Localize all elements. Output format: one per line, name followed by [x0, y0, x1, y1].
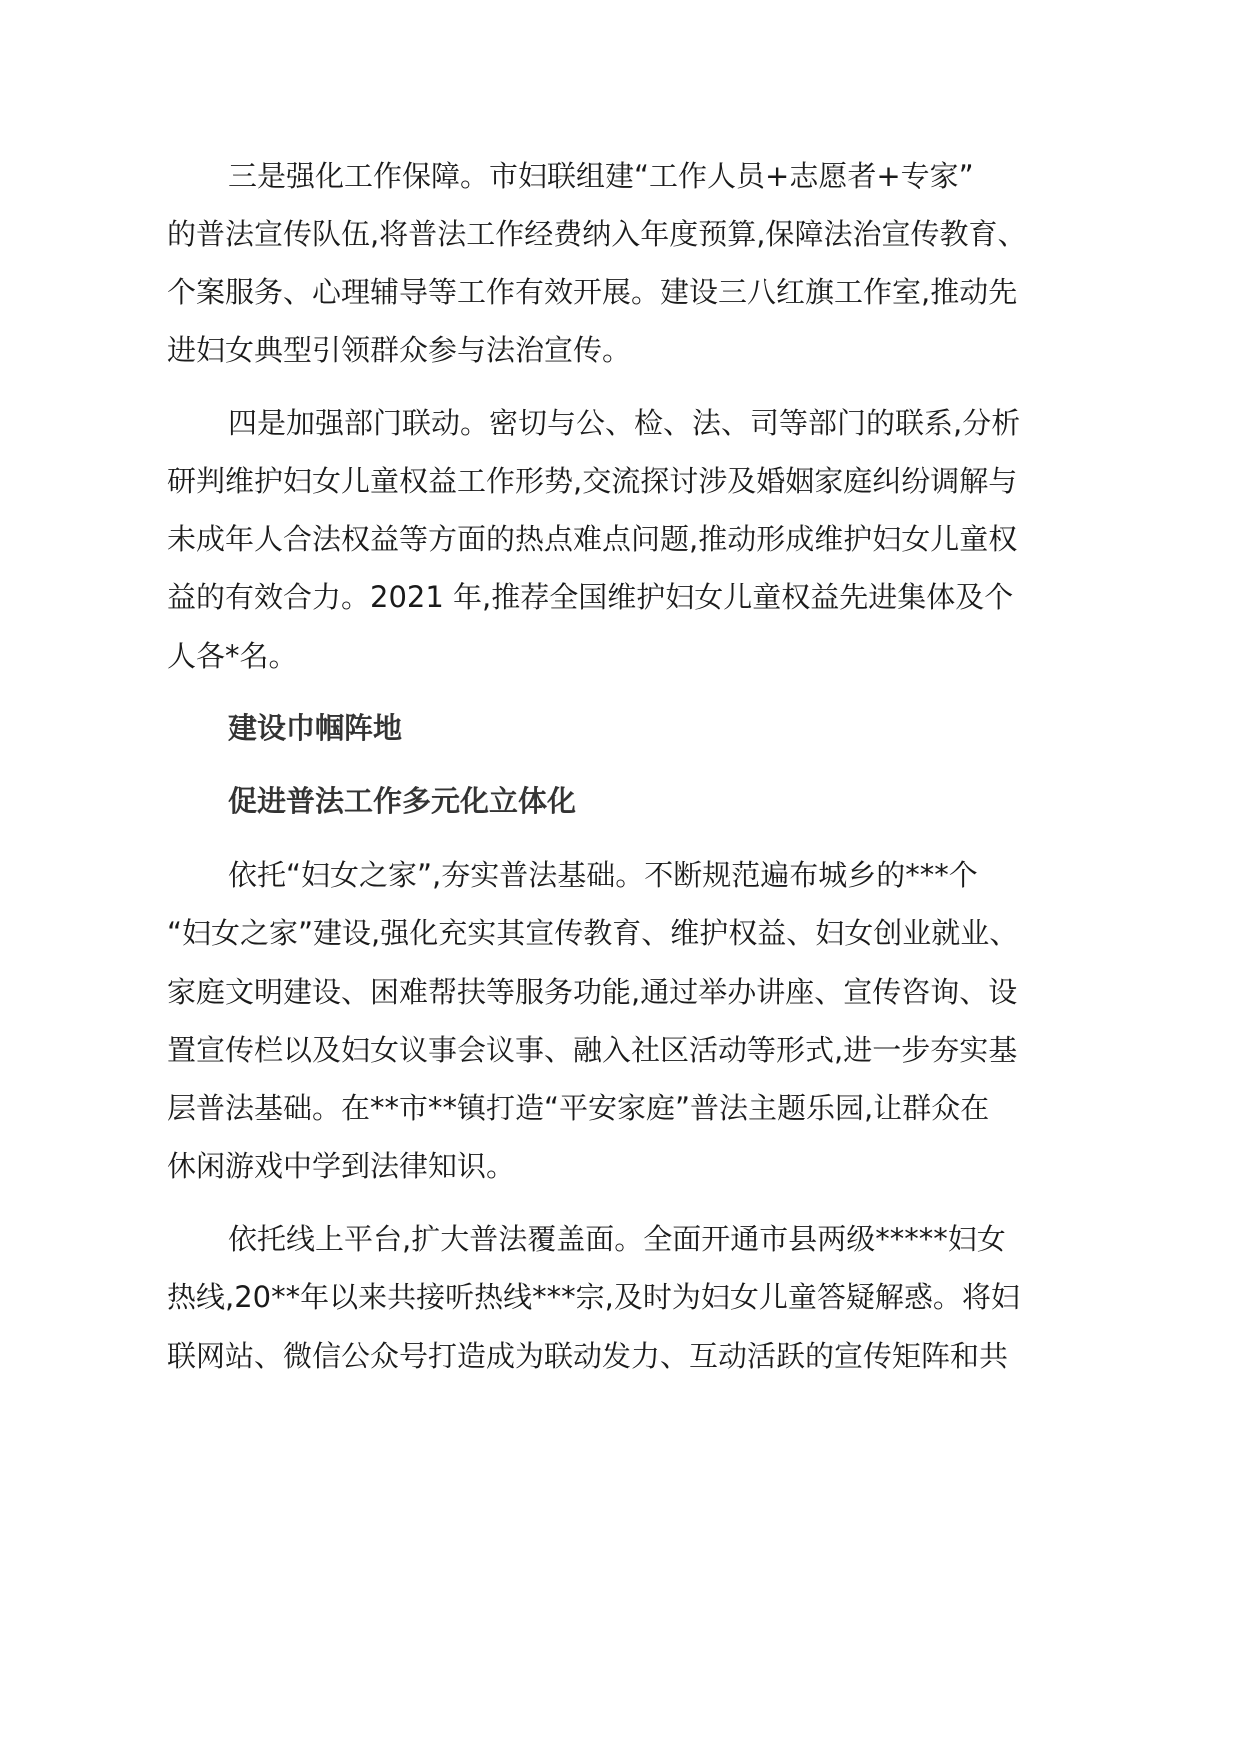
paragraph-line: 依托线上平台,扩大普法覆盖面。全面开通市县两级*****妇女	[228, 1222, 1006, 1256]
section-subheading: 促进普法工作多元化立体化	[228, 784, 577, 818]
paragraph-line: 三是强化工作保障。市妇联组建“工作人员+志愿者+专家”	[228, 159, 974, 193]
paragraph-line: “妇女之家”建设,强化充实其宣传教育、维护权益、妇女创业就业、	[167, 916, 1019, 950]
paragraph-line: 人各*名。	[167, 639, 298, 673]
paragraph-line: 研判维护妇女儿童权益工作形势,交流探讨涉及婚姻家庭纠纷调解与	[167, 464, 1018, 498]
paragraph-line: 休闲游戏中学到法律知识。	[167, 1149, 516, 1183]
paragraph-line: 益的有效合力。2021 年,推荐全国维护妇女儿童权益先进集体及个	[167, 580, 1014, 614]
paragraph-line: 家庭文明建设、困难帮扶等服务功能,通过举办讲座、宣传咨询、设	[167, 975, 1018, 1009]
section-heading: 建设巾帼阵地	[228, 711, 403, 745]
paragraph-line: 未成年人合法权益等方面的热点难点问题,推动形成维护妇女儿童权	[167, 522, 1018, 556]
paragraph-line: 四是加强部门联动。密切与公、检、法、司等部门的联系,分析	[228, 406, 1021, 440]
paragraph-line: 置宣传栏以及妇女议事会议事、融入社区活动等形式,进一步夯实基	[167, 1033, 1018, 1067]
paragraph-line: 个案服务、心理辅导等工作有效开展。建设三八红旗工作室,推动先	[167, 275, 1018, 309]
paragraph-line: 进妇女典型引领群众参与法治宣传。	[167, 333, 632, 367]
paragraph-line: 依托“妇女之家”,夯实普法基础。不断规范遍布城乡的***个	[228, 858, 978, 892]
paragraph-line: 层普法基础。在**市**镇打造“平安家庭”普法主题乐园,让群众在	[167, 1091, 990, 1125]
paragraph-line: 联网站、微信公众号打造成为联动发力、互动活跃的宣传矩阵和共	[167, 1339, 1009, 1373]
paragraph-line: 热线,20**年以来共接听热线***宗,及时为妇女儿童答疑解惑。将妇	[167, 1280, 1020, 1314]
paragraph-line: 的普法宣传队伍,将普法工作经费纳入年度预算,保障法治宣传教育、	[167, 217, 1027, 251]
